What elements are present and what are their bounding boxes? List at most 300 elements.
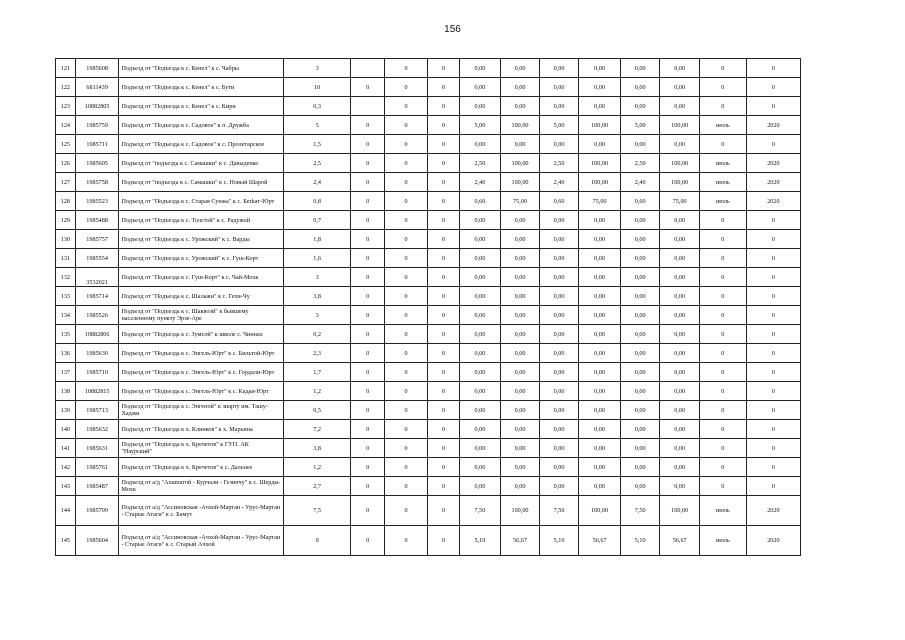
- roads-table: [55, 58, 801, 556]
- table-row: [56, 135, 801, 154]
- cell-col-7: 0: [428, 287, 459, 306]
- cell-month: 0: [699, 477, 746, 496]
- table-row: [56, 192, 801, 211]
- cell-year: 0: [746, 325, 800, 344]
- cell-month: 0: [699, 344, 746, 363]
- cell-year: 0: [746, 135, 800, 154]
- cell-year: 0: [746, 401, 800, 420]
- cell-length: 1,7: [283, 363, 351, 382]
- cell-percent-c: 0,00: [660, 287, 700, 306]
- cell-month: 0: [699, 363, 746, 382]
- cell-percent-a: 0,00: [501, 306, 539, 325]
- cell-col-5: 0: [351, 477, 384, 496]
- cell-col-5: 0: [351, 78, 384, 97]
- cell-length: 3: [283, 59, 351, 78]
- cell-col-5: 0: [351, 154, 384, 173]
- cell-value-b: 0,00: [539, 306, 579, 325]
- cell-col-7: 0: [428, 477, 459, 496]
- cell-col-7: 0: [428, 382, 459, 401]
- cell-length: 2,4: [283, 173, 351, 192]
- cell-year: 2020: [746, 526, 800, 556]
- cell-percent-c: 75,00: [660, 192, 700, 211]
- cell-year: 0: [746, 78, 800, 97]
- cell-value-a: 0,00: [459, 363, 501, 382]
- cell-year: 0: [746, 306, 800, 325]
- cell-col-6: 0: [384, 325, 428, 344]
- cell-value-b: 7,50: [539, 496, 579, 526]
- cell-value-c: 0,00: [620, 420, 660, 439]
- cell-value-c: 5,10: [620, 526, 660, 556]
- cell-col-5: [351, 97, 384, 116]
- cell-value-a: 0,00: [459, 439, 501, 458]
- cell-percent-a: 0,00: [501, 420, 539, 439]
- cell-length: 3,8: [283, 287, 351, 306]
- cell-length: 3: [283, 306, 351, 325]
- cell-road-name: Подъезд от "Подъезда к с. Кенел" к с. Кири: [119, 97, 283, 116]
- cell-road-name: Подъезд от а/д "Ассиновская -Ачхой-Мартан - Урус-Мартан - Старые Атаги" к с. Старый Ачхой: [119, 526, 283, 556]
- cell-row-number: 129: [56, 211, 76, 230]
- cell-percent-a: 100,00: [501, 173, 539, 192]
- cell-road-code: 1985709: [75, 496, 119, 526]
- cell-value-b: 0,00: [539, 325, 579, 344]
- cell-row-number: 136: [56, 344, 76, 363]
- cell-road-code: 1985608: [75, 59, 119, 78]
- cell-row-number: 130: [56, 230, 76, 249]
- cell-value-b: 0,00: [539, 59, 579, 78]
- cell-month: 0: [699, 420, 746, 439]
- cell-percent-c: 0,00: [660, 439, 700, 458]
- cell-month: 0: [699, 401, 746, 420]
- cell-percent-c: 0,00: [660, 230, 700, 249]
- table-row: [56, 116, 801, 135]
- cell-col-7: 0: [428, 59, 459, 78]
- cell-percent-c: 0,00: [660, 382, 700, 401]
- cell-col-7: 0: [428, 496, 459, 526]
- cell-col-6: 0: [384, 78, 428, 97]
- cell-road-code: 1985604: [75, 526, 119, 556]
- cell-percent-c: 0,00: [660, 420, 700, 439]
- cell-percent-b: 75,00: [579, 192, 621, 211]
- cell-percent-b: 0,00: [579, 268, 621, 287]
- cell-value-a: 2,40: [459, 173, 501, 192]
- cell-length: 0,5: [283, 401, 351, 420]
- cell-percent-b: 0,00: [579, 249, 621, 268]
- cell-row-number: 142: [56, 458, 76, 477]
- cell-col-6: 0: [384, 526, 428, 556]
- cell-road-name: Подъезд от "Подъезда к х. Кречетов" к с. Дальнее: [119, 458, 283, 477]
- cell-value-a: 7,50: [459, 496, 501, 526]
- table-row: [56, 211, 801, 230]
- cell-percent-b: 0,00: [579, 401, 621, 420]
- cell-road-code: 1985761: [75, 458, 119, 477]
- cell-value-b: 0,00: [539, 135, 579, 154]
- cell-col-6: 0: [384, 59, 428, 78]
- cell-month: июль: [699, 116, 746, 135]
- cell-col-7: 0: [428, 116, 459, 135]
- cell-value-b: 2,50: [539, 154, 579, 173]
- cell-year: 0: [746, 287, 800, 306]
- cell-percent-c: 0,00: [660, 344, 700, 363]
- cell-road-name: Подъезд от "подъезда к с. Самашки" к с. Давыденко: [119, 154, 283, 173]
- table-row: [56, 78, 801, 97]
- cell-col-5: 0: [351, 526, 384, 556]
- cell-percent-a: 0,00: [501, 97, 539, 116]
- table-row: [56, 526, 801, 556]
- cell-road-name: Подъезд от "Подъезда к с. Энгель-Юрт" к с. Бильтой-Юрт: [119, 344, 283, 363]
- cell-year: 0: [746, 230, 800, 249]
- cell-length: 0,8: [283, 192, 351, 211]
- cell-value-b: 0,00: [539, 420, 579, 439]
- cell-col-7: 0: [428, 192, 459, 211]
- cell-percent-a: 0,00: [501, 249, 539, 268]
- cell-col-6: 0: [384, 344, 428, 363]
- cell-value-c: 0,00: [620, 363, 660, 382]
- cell-col-7: 0: [428, 230, 459, 249]
- cell-value-c: 7,50: [620, 496, 660, 526]
- cell-month: 0: [699, 439, 746, 458]
- cell-col-6: 0: [384, 116, 428, 135]
- cell-value-a: 0,00: [459, 458, 501, 477]
- cell-road-code: 1985631: [75, 439, 119, 458]
- cell-row-number: 144: [56, 496, 76, 526]
- cell-value-b: 0,00: [539, 344, 579, 363]
- cell-col-5: 0: [351, 325, 384, 344]
- cell-col-7: 0: [428, 154, 459, 173]
- cell-col-6: 0: [384, 249, 428, 268]
- cell-road-name: Подъезд от "Подъезда к с. Энгель-Юрт" к с. Кадаи-Юрт: [119, 382, 283, 401]
- cell-percent-c: 0,00: [660, 477, 700, 496]
- cell-year: 0: [746, 211, 800, 230]
- cell-percent-c: 56,67: [660, 526, 700, 556]
- cell-value-c: 0,00: [620, 59, 660, 78]
- cell-value-c: 0,00: [620, 135, 660, 154]
- cell-percent-b: 100,00: [579, 116, 621, 135]
- cell-road-name: Подъезд от "Подъезда к х. Кречетов" к ГУП. АК "Наурский": [119, 439, 283, 458]
- cell-col-5: 0: [351, 268, 384, 287]
- cell-road-code: 10882806: [75, 325, 119, 344]
- cell-month: 0: [699, 230, 746, 249]
- cell-percent-a: 0,00: [501, 230, 539, 249]
- cell-col-5: 0: [351, 439, 384, 458]
- cell-percent-a: 0,00: [501, 325, 539, 344]
- cell-road-name: Подъезд от "Подъезда к с. Садовое" к с. Пролетарское: [119, 135, 283, 154]
- cell-road-name: Подъезд от "Подъезда к с. Шаквозй" к бывшему населенному пункту Эрзе-Аре: [119, 306, 283, 325]
- table-row: [56, 496, 801, 526]
- cell-value-b: 0,00: [539, 78, 579, 97]
- cell-col-6: 0: [384, 477, 428, 496]
- cell-percent-c: 0,00: [660, 401, 700, 420]
- cell-percent-b: 0,00: [579, 363, 621, 382]
- cell-percent-a: 0,00: [501, 78, 539, 97]
- cell-road-name: Подъезд от "Подъезда к с. Урожский" к с. Варды: [119, 230, 283, 249]
- cell-percent-b: 0,00: [579, 439, 621, 458]
- cell-col-7: 0: [428, 420, 459, 439]
- cell-road-name: Подъезд от "Подъезда к х. Клинков" к х. Марьина: [119, 420, 283, 439]
- cell-length: 1,5: [283, 135, 351, 154]
- cell-percent-b: 0,00: [579, 477, 621, 496]
- table-row: [56, 173, 801, 192]
- table-row: [56, 306, 801, 325]
- cell-percent-c: 0,00: [660, 306, 700, 325]
- cell-value-b: 0,00: [539, 363, 579, 382]
- cell-value-c: 0,00: [620, 249, 660, 268]
- cell-percent-a: 0,00: [501, 59, 539, 78]
- cell-row-number: 125: [56, 135, 76, 154]
- cell-value-a: 0,00: [459, 420, 501, 439]
- cell-col-6: 0: [384, 135, 428, 154]
- cell-col-5: 0: [351, 173, 384, 192]
- cell-col-7: 0: [428, 249, 459, 268]
- cell-length: 7,5: [283, 496, 351, 526]
- cell-row-number: 132: [56, 268, 76, 287]
- cell-length: 7,2: [283, 420, 351, 439]
- cell-col-7: 0: [428, 211, 459, 230]
- cell-col-7: 0: [428, 173, 459, 192]
- cell-row-number: 135: [56, 325, 76, 344]
- cell-year: 0: [746, 268, 800, 287]
- cell-value-a: 5,10: [459, 526, 501, 556]
- cell-percent-b: 100,00: [579, 173, 621, 192]
- cell-col-6: 0: [384, 401, 428, 420]
- cell-value-c: 0,00: [620, 78, 660, 97]
- cell-month: 0: [699, 325, 746, 344]
- cell-length: 0,2: [283, 325, 351, 344]
- cell-col-7: 0: [428, 268, 459, 287]
- cell-percent-b: 0,00: [579, 78, 621, 97]
- cell-row-number: 126: [56, 154, 76, 173]
- cell-value-a: 0,00: [459, 477, 501, 496]
- cell-row-number: 124: [56, 116, 76, 135]
- cell-month: 0: [699, 135, 746, 154]
- cell-length: 0,3: [283, 97, 351, 116]
- cell-year: 2020: [746, 192, 800, 211]
- cell-col-6: 0: [384, 420, 428, 439]
- cell-road-code: 1985757: [75, 230, 119, 249]
- cell-row-number: 131: [56, 249, 76, 268]
- cell-col-7: 0: [428, 325, 459, 344]
- cell-col-6: 0: [384, 496, 428, 526]
- cell-percent-c: 100,00: [660, 116, 700, 135]
- cell-value-a: 2,50: [459, 154, 501, 173]
- cell-row-number: 123: [56, 97, 76, 116]
- cell-year: 2020: [746, 173, 800, 192]
- cell-value-b: 5,00: [539, 116, 579, 135]
- cell-col-6: 0: [384, 458, 428, 477]
- table-row: [56, 230, 801, 249]
- cell-value-a: 0,00: [459, 287, 501, 306]
- cell-value-c: 0,00: [620, 382, 660, 401]
- cell-road-name: Подъезд от "Подъезда к с. Шалажи" к с. Гехи-Чу: [119, 287, 283, 306]
- cell-value-c: 0,00: [620, 97, 660, 116]
- cell-percent-c: 0,00: [660, 211, 700, 230]
- cell-value-c: 0,60: [620, 192, 660, 211]
- cell-month: 0: [699, 78, 746, 97]
- cell-col-5: 0: [351, 344, 384, 363]
- cell-percent-c: 0,00: [660, 135, 700, 154]
- cell-percent-a: 0,00: [501, 287, 539, 306]
- cell-length: 2,3: [283, 344, 351, 363]
- table-row: [56, 59, 801, 78]
- cell-value-a: 0,00: [459, 249, 501, 268]
- table-row: [56, 249, 801, 268]
- cell-year: 0: [746, 249, 800, 268]
- cell-road-name: Подъезд от а/д "Ахшпатой - Курчали - Гезинчу" к с. Шерды-Мохк: [119, 477, 283, 496]
- cell-value-a: 5,00: [459, 116, 501, 135]
- cell-row-number: 145: [56, 526, 76, 556]
- cell-length: 3,8: [283, 439, 351, 458]
- cell-road-name: Подъезд от "Подъезда к с. Толстой" к с. Радужой: [119, 211, 283, 230]
- cell-value-c: 0,00: [620, 211, 660, 230]
- cell-value-a: 0,00: [459, 97, 501, 116]
- cell-month: 0: [699, 287, 746, 306]
- cell-percent-b: 0,00: [579, 344, 621, 363]
- cell-month: 0: [699, 59, 746, 78]
- cell-value-c: 0,00: [620, 306, 660, 325]
- cell-percent-b: 0,00: [579, 230, 621, 249]
- cell-percent-b: 0,00: [579, 382, 621, 401]
- cell-percent-b: 100,00: [579, 154, 621, 173]
- cell-road-name: Подъезд от "Подъезда к с. Садовое" к п. Дружба: [119, 116, 283, 135]
- cell-col-5: 0: [351, 135, 384, 154]
- cell-value-a: 0,00: [459, 211, 501, 230]
- cell-year: 0: [746, 477, 800, 496]
- cell-row-number: 141: [56, 439, 76, 458]
- cell-row-number: 128: [56, 192, 76, 211]
- cell-percent-b: 0,00: [579, 420, 621, 439]
- cell-month: 0: [699, 458, 746, 477]
- cell-percent-a: 0,00: [501, 458, 539, 477]
- cell-value-c: 0,00: [620, 325, 660, 344]
- cell-col-5: 0: [351, 192, 384, 211]
- cell-value-b: 0,00: [539, 97, 579, 116]
- cell-road-code: 1985714: [75, 287, 119, 306]
- cell-percent-a: 56,67: [501, 526, 539, 556]
- cell-percent-c: 0,00: [660, 325, 700, 344]
- cell-percent-b: 0,00: [579, 325, 621, 344]
- cell-length: 10: [283, 78, 351, 97]
- cell-percent-a: 0,00: [501, 211, 539, 230]
- cell-value-c: 0,00: [620, 401, 660, 420]
- cell-col-5: 0: [351, 401, 384, 420]
- cell-percent-b: 0,00: [579, 97, 621, 116]
- table-row: [56, 97, 801, 116]
- cell-value-b: 0,00: [539, 382, 579, 401]
- table-row: [56, 325, 801, 344]
- cell-col-5: 0: [351, 306, 384, 325]
- cell-col-5: [351, 59, 384, 78]
- cell-value-c: 0,00: [620, 477, 660, 496]
- cell-year: 0: [746, 344, 800, 363]
- table-row: [56, 477, 801, 496]
- cell-road-name: Подъезд от "Подъезда к с. Энгель-Юрт" к с. Гордали-Юрт: [119, 363, 283, 382]
- cell-col-6: 0: [384, 382, 428, 401]
- cell-month: июль: [699, 192, 746, 211]
- cell-value-a: 0,00: [459, 344, 501, 363]
- cell-year: 0: [746, 439, 800, 458]
- cell-percent-c: 0,00: [660, 458, 700, 477]
- cell-percent-c: 0,00: [660, 97, 700, 116]
- table-row: [56, 287, 801, 306]
- cell-value-c: 0,00: [620, 439, 660, 458]
- cell-value-a: 0,00: [459, 59, 501, 78]
- cell-row-number: 122: [56, 78, 76, 97]
- cell-road-name: Подъезд от "Подъезда к с. Старая Сунжа" к с. Бerkaт-Юрт: [119, 192, 283, 211]
- cell-value-a: 0,60: [459, 192, 501, 211]
- cell-percent-b: 0,00: [579, 458, 621, 477]
- cell-road-name: Подъезд от а/д "Ассиновская -Ачхой-Мартан - Урус-Мартан - Старые Атаги" к с. Бамут: [119, 496, 283, 526]
- cell-year: 0: [746, 420, 800, 439]
- cell-col-6: 0: [384, 211, 428, 230]
- cell-percent-a: 0,00: [501, 477, 539, 496]
- cell-road-code: 1985554: [75, 249, 119, 268]
- cell-year: 0: [746, 458, 800, 477]
- table-row: [56, 458, 801, 477]
- cell-percent-c: 100,00: [660, 154, 700, 173]
- table-row: [56, 344, 801, 363]
- cell-percent-c: 0,00: [660, 249, 700, 268]
- cell-road-code: 1985630: [75, 344, 119, 363]
- cell-col-6: 0: [384, 306, 428, 325]
- cell-percent-a: 0,00: [501, 135, 539, 154]
- cell-value-b: 0,00: [539, 211, 579, 230]
- table-row: [56, 401, 801, 420]
- cell-value-a: 0,00: [459, 135, 501, 154]
- cell-row-number: 140: [56, 420, 76, 439]
- cell-col-5: 0: [351, 211, 384, 230]
- cell-col-5: 0: [351, 382, 384, 401]
- cell-row-number: 133: [56, 287, 76, 306]
- cell-col-7: 0: [428, 78, 459, 97]
- cell-year: 0: [746, 363, 800, 382]
- cell-col-7: 0: [428, 458, 459, 477]
- cell-month: 0: [699, 306, 746, 325]
- cell-year: 2020: [746, 116, 800, 135]
- cell-percent-a: 100,00: [501, 496, 539, 526]
- cell-value-b: 0,00: [539, 401, 579, 420]
- table-row: [56, 154, 801, 173]
- cell-road-code: 10882805: [75, 97, 119, 116]
- cell-value-a: 0,00: [459, 268, 501, 287]
- cell-length: 0,7: [283, 211, 351, 230]
- table-row: [56, 363, 801, 382]
- cell-percent-a: 0,00: [501, 344, 539, 363]
- cell-road-name: Подъезд от "Подъезда к с. Зумсой" к школе с. Чиннах: [119, 325, 283, 344]
- cell-percent-c: 0,00: [660, 363, 700, 382]
- cell-year: 2020: [746, 154, 800, 173]
- cell-month: июль: [699, 154, 746, 173]
- cell-road-code: 1985605: [75, 154, 119, 173]
- cell-road-name: Подъезд от "Подъезда к с. Энгеной" к зиарту им. Ташу-Хаджи: [119, 401, 283, 420]
- cell-value-b: 5,10: [539, 526, 579, 556]
- cell-road-code: 1985487: [75, 477, 119, 496]
- cell-road-name: Подъезд от "Подъезда к с. Кенел" к с. Чабры: [119, 59, 283, 78]
- cell-percent-b: 0,00: [579, 287, 621, 306]
- cell-year: 2020: [746, 496, 800, 526]
- cell-length: 3: [283, 268, 351, 287]
- cell-value-a: 0,00: [459, 306, 501, 325]
- cell-col-5: 0: [351, 496, 384, 526]
- cell-col-6: 0: [384, 97, 428, 116]
- cell-month: 0: [699, 268, 746, 287]
- cell-percent-b: 0,00: [579, 306, 621, 325]
- cell-percent-b: 0,00: [579, 59, 621, 78]
- cell-col-5: 0: [351, 458, 384, 477]
- cell-road-code: 10882815: [75, 382, 119, 401]
- cell-road-code: 1985713: [75, 401, 119, 420]
- cell-year: 0: [746, 97, 800, 116]
- cell-year: 0: [746, 382, 800, 401]
- cell-percent-c: 0,00: [660, 268, 700, 287]
